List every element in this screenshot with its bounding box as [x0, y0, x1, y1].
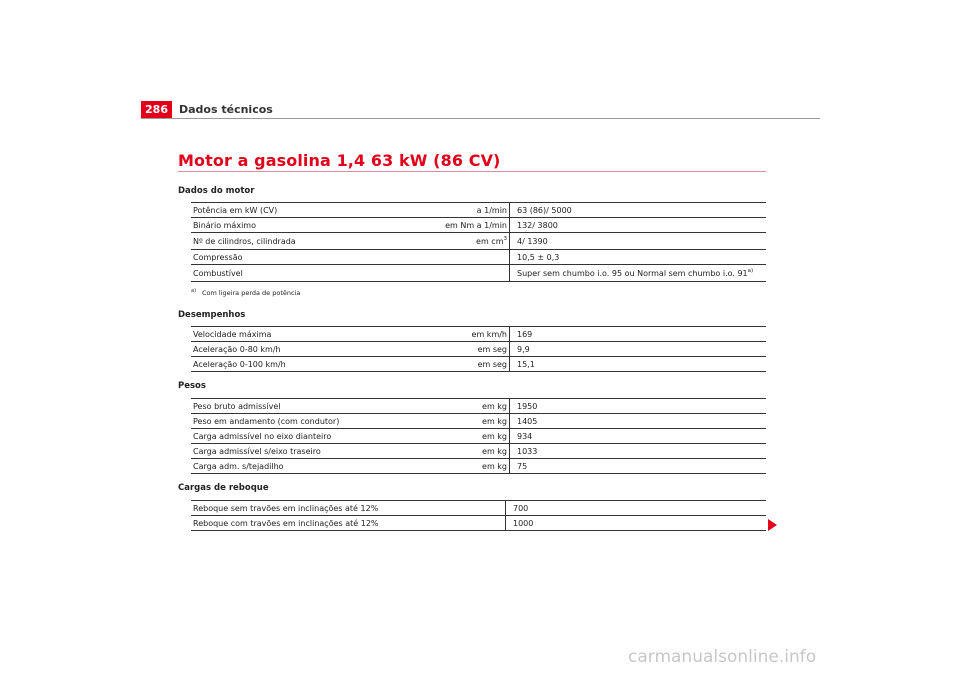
towing-heading: Cargas de reboque: [178, 483, 269, 493]
engine-heading: Dados do motor: [178, 186, 255, 196]
row-unit: em kg: [415, 444, 510, 459]
triangle-right-icon[interactable]: [768, 519, 777, 531]
row-unit: em kg: [415, 429, 510, 444]
row-label: Carga admissível s/eixo traseiro: [191, 444, 415, 459]
page-number: 286: [141, 101, 172, 118]
row-unit: [415, 265, 510, 282]
table-row: [191, 399, 766, 414]
performance-table: [191, 326, 766, 372]
row-value: 9,9: [515, 342, 766, 357]
table-row: [191, 218, 766, 233]
header-divider: [141, 118, 820, 119]
row-value: 169: [515, 327, 766, 342]
table-row: [191, 414, 766, 429]
table-row: [191, 357, 766, 372]
performance-heading: Desempenhos: [178, 310, 246, 320]
footnote-ref: a): [747, 268, 754, 274]
row-unit: em seg: [415, 357, 510, 372]
row-unit: em seg: [415, 342, 510, 357]
table-row: [191, 327, 766, 342]
row-unit: em kg: [415, 459, 510, 474]
row-value: 63 (86)/ 5000: [515, 203, 766, 218]
row-unit-cell: [415, 233, 510, 250]
row-unit: em kg: [415, 414, 510, 429]
row-value: 1405: [515, 414, 766, 429]
row-label: Velocidade máxima: [191, 327, 415, 342]
table-row: [191, 459, 766, 474]
row-value: 4/ 1390: [515, 233, 766, 250]
table-row: [191, 516, 766, 531]
row-value: 75: [515, 459, 766, 474]
row-label: Compressão: [191, 250, 415, 265]
row-value: 700: [511, 501, 766, 516]
watermark: carmanualsonline.info: [628, 647, 817, 667]
row-value: 15,1: [515, 357, 766, 372]
table-row: [191, 429, 766, 444]
row-value: Super sem chumbo i.o. 95 ou Normal sem chumbo i.o. 91: [517, 269, 748, 278]
footnote-mark: a): [191, 288, 197, 294]
row-value: 132/ 3800: [515, 218, 766, 233]
table-row: [191, 342, 766, 357]
row-label: Nº de cilindros, cilindrada: [191, 233, 415, 250]
engine-table: [191, 202, 766, 282]
unit-superscript: 3: [503, 236, 507, 242]
table-row: [191, 444, 766, 459]
row-label: Binário máximo: [191, 218, 415, 233]
row-label: Reboque com travões em inclinações até 12%: [191, 516, 506, 531]
row-label: Combustível: [191, 265, 415, 282]
row-unit: em Nm a 1/min: [415, 218, 510, 233]
row-label: Aceleração 0-80 km/h: [191, 342, 415, 357]
title-divider: [178, 171, 766, 172]
row-label: Peso em andamento (com condutor): [191, 414, 415, 429]
footnote-text: Com ligeira perda de potência: [202, 289, 301, 297]
table-row: [191, 233, 766, 250]
table-row: [191, 265, 766, 282]
table-row: [191, 250, 766, 265]
row-label: Reboque sem travões em inclinações até 12%: [191, 501, 506, 516]
table-row: [191, 501, 766, 516]
row-unit: a 1/min: [415, 203, 510, 218]
row-label: Carga admissível no eixo dianteiro: [191, 429, 415, 444]
row-unit: em kg: [415, 399, 510, 414]
row-value: 10,5 ± 0,3: [515, 250, 766, 265]
weights-heading: Pesos: [178, 381, 206, 391]
row-label: Peso bruto admissível: [191, 399, 415, 414]
weights-table: [191, 398, 766, 474]
row-value: 934: [515, 429, 766, 444]
row-label: Carga adm. s/tejadilho: [191, 459, 415, 474]
row-value: 1000: [511, 516, 766, 531]
row-value-cell: [515, 265, 766, 282]
row-label: Aceleração 0-100 km/h: [191, 357, 415, 372]
row-unit: [415, 250, 510, 265]
header-title: Dados técnicos: [179, 103, 273, 116]
footnote: [191, 288, 300, 297]
row-value: 1950: [515, 399, 766, 414]
towing-table: [191, 500, 766, 531]
row-value: 1033: [515, 444, 766, 459]
row-unit: em cm: [476, 237, 504, 246]
page-title: Motor a gasolina 1,4 63 kW (86 CV): [178, 151, 501, 170]
row-label: Potência em kW (CV): [191, 203, 415, 218]
row-unit: em km/h: [415, 327, 510, 342]
table-row: [191, 203, 766, 218]
